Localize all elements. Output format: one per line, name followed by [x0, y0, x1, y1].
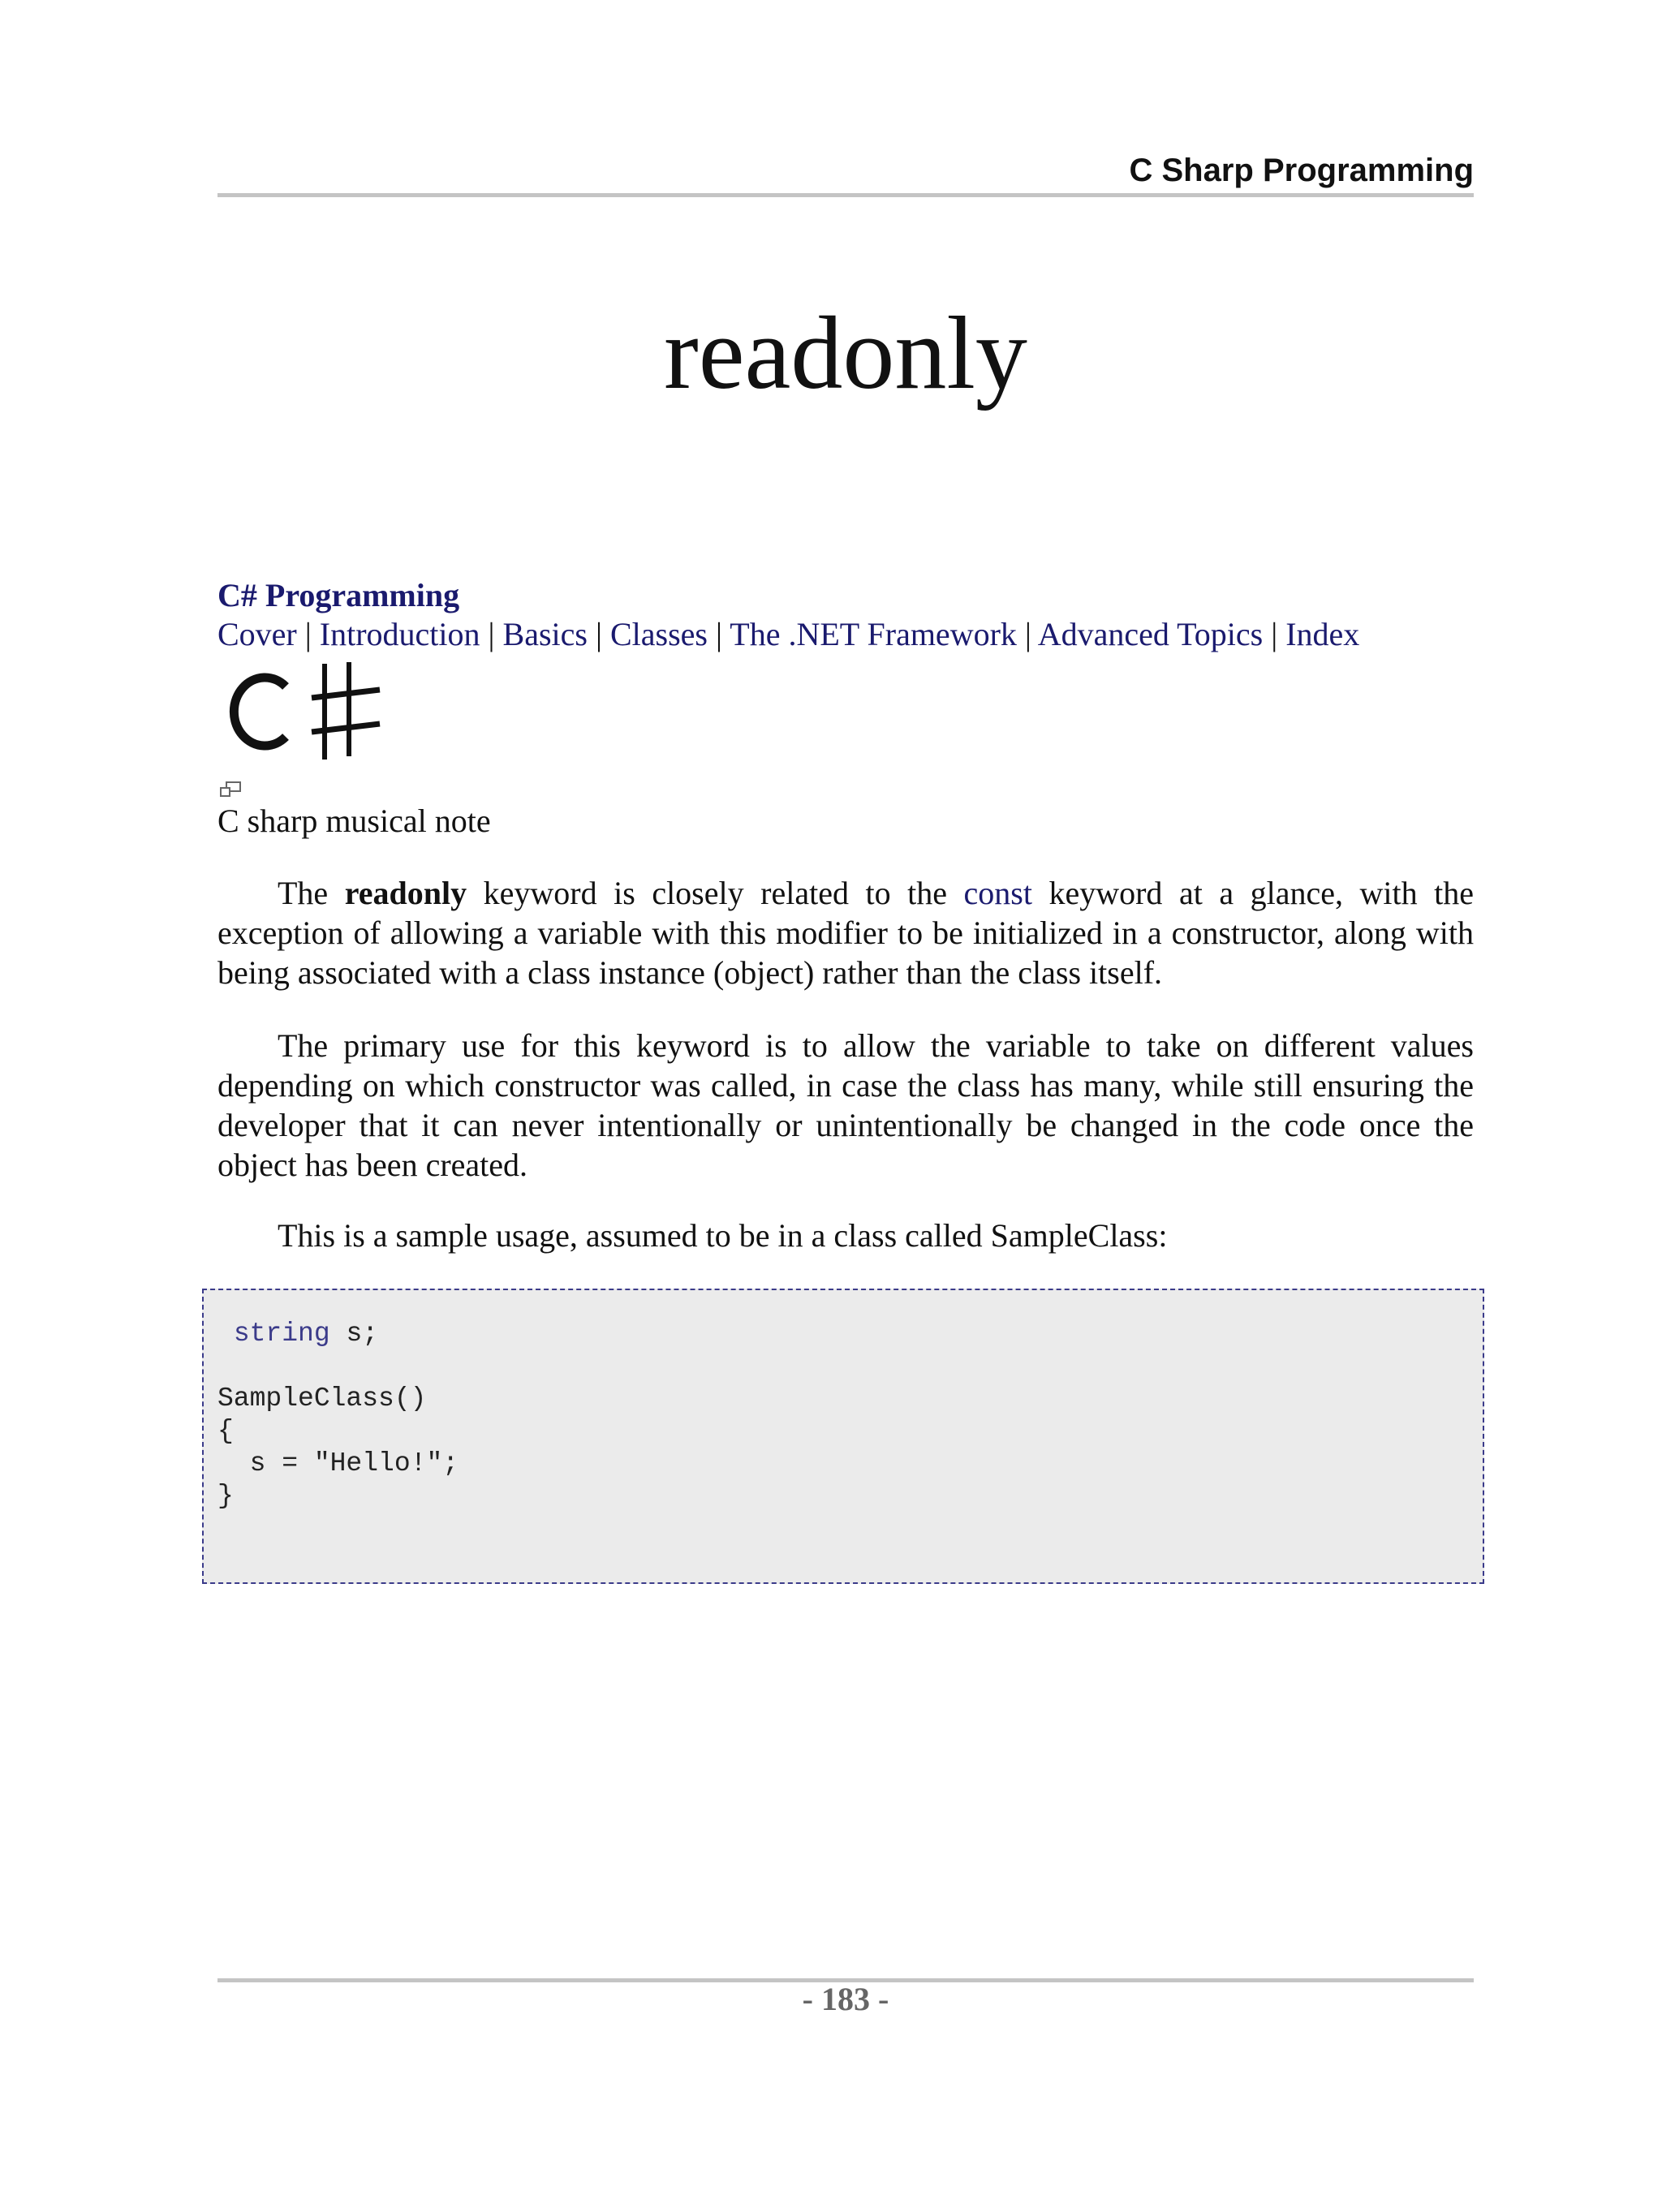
nav-separator: | [1024, 616, 1031, 652]
paragraph-sample-intro: This is a sample usage, assumed to be in a class called SampleClass: [278, 1217, 1168, 1254]
page-number: - 183 - [802, 1981, 889, 2017]
nav-separator: | [304, 616, 312, 652]
nav-link-advanced-topics[interactable]: Advanced Topics [1037, 616, 1264, 652]
nav-separator: | [1271, 616, 1278, 652]
code-line-1-rest: s; [329, 1319, 379, 1349]
figure-caption: C sharp musical note [217, 803, 491, 839]
nav-link-classes[interactable]: Classes [609, 616, 708, 652]
paragraph-readonly-intro [217, 873, 1474, 992]
nav-separator: | [715, 616, 722, 652]
paragraph-primary-use: The primary use for this keyword is to allow the variable to take on different values depending on which constructor was called, in case the class has many, while still ensuring the developer that it can never intentionally or unintentionally be changed in the code once the object has been created. [217, 1027, 1474, 1183]
readonly-keyword-bold: readonly [344, 875, 467, 911]
code-line: SampleClass() [217, 1384, 427, 1414]
header-rule [217, 193, 1474, 197]
nav-link-introduction[interactable]: Introduction [319, 616, 480, 652]
nav-separator: | [488, 616, 495, 652]
nav-heading: C# Programming [217, 577, 460, 613]
code-line: { [217, 1416, 234, 1446]
code-line: } [217, 1481, 234, 1511]
running-header: C Sharp Programming [1129, 153, 1474, 188]
code-line: s = "Hello!"; [217, 1448, 459, 1478]
enlarge-icon[interactable] [219, 781, 242, 798]
chapter-title: readonly [664, 295, 1027, 411]
nav-link-basics[interactable]: Basics [502, 616, 588, 652]
nav-link-dotnet-framework[interactable]: The .NET Framework [730, 616, 1017, 652]
p1-text-start: The [278, 875, 345, 911]
code-listing [217, 1318, 459, 1513]
const-link[interactable]: const [963, 875, 1032, 911]
nav-link-index[interactable]: Index [1285, 616, 1360, 652]
nav-separator: | [595, 616, 602, 652]
nav-links [217, 615, 1359, 653]
c-sharp-logo-icon [217, 659, 388, 764]
p1-text-middle: keyword is closely related to the [467, 875, 964, 911]
nav-link-cover[interactable]: Cover [217, 616, 297, 652]
code-keyword-string: string [233, 1319, 330, 1349]
p1-text-end: keyword at a glance, with the exception of allowing a variable with this modifier to be initialized in a constructor, along with being associated with a class instance (object) rather than the class itself. [217, 875, 1475, 991]
